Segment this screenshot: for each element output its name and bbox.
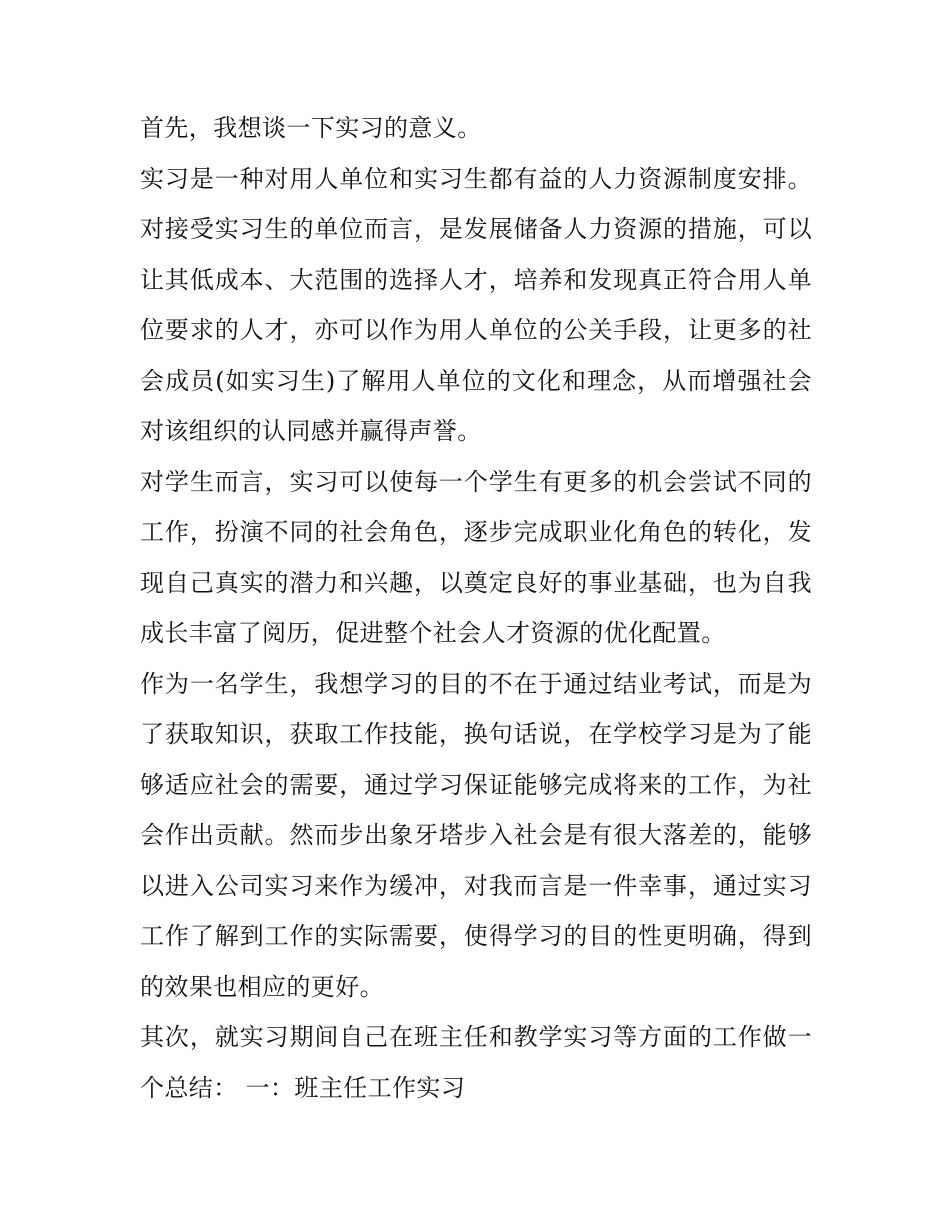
paragraph-learning-purpose: 作为一名学生，我想学习的目的不在于通过结业考试，而是为了获取知识，获取工作技能，换句话说，在学校学习是为了能够适应社会的需要，通过学习保证能够完成将来的工作，为社会作出贡献。然而步出象牙塔步入社会是有很大落差的，能够以进入公司实习来作为缓冲，对我而言是一件幸事，通过实习工作了解到工作的实际需要，使得学习的目的性更明确，得到的效果也相应的更好。 [140,669,812,1001]
paragraph-meaning-intro: 首先，我想谈一下实习的意义。 [140,114,482,142]
paragraph-employer-benefit: 实习是一种对用人单位和实习生都有益的人力资源制度安排。对接受实习生的单位而言，是发展储备人力资源的措施，可以让其低成本、大范围的选择人才，培养和发现真正符合用人单位要求的人才，亦可以作为用人单位的公关手段，让更多的社会成员(如实习生)了解用人单位的文化和理念，从而增强社会对该组织的认同感并赢得声誉。 [140,164,812,445]
document-body [140,103,812,1113]
paragraph-student-benefit: 对学生而言，实习可以使每一个学生有更多的机会尝试不同的工作，扮演不同的社会角色，逐步完成职业化角色的转化，发现自己真实的潜力和兴趣，以奠定良好的事业基础，也为自我成长丰富了阅历，促进整个社会人才资源的优化配置。 [140,467,812,647]
paragraph-summary-intro: 其次，就实习期间自己在班主任和教学实习等方面的工作做一个总结： 一：班主任工作实习 [140,1023,812,1102]
